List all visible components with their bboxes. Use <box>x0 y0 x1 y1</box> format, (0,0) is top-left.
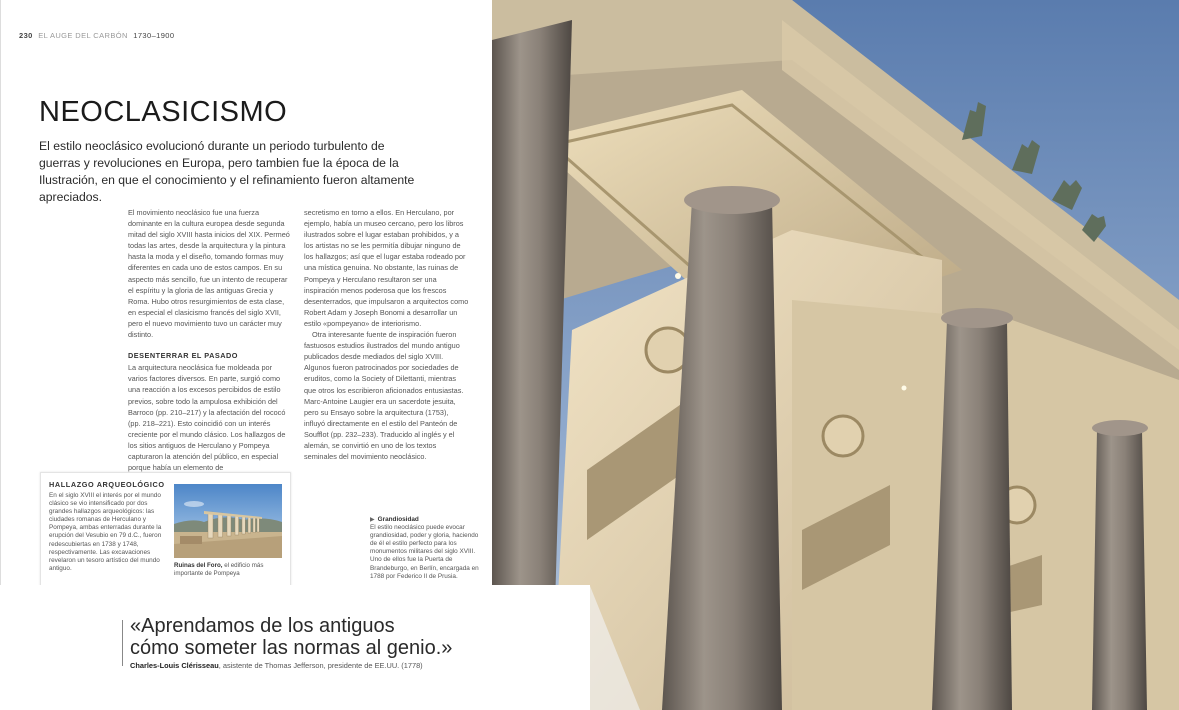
intro-paragraph: El estilo neoclásico evolucionó durante un periodo turbulento de guerras y revoluciones en Europa, pero tambien fue la época de la Ilustración, en que el conocimiento y el refinamiento fueron altamente apreciados. <box>39 139 415 204</box>
sidebar-heading: HALLAZGO ARQUEOLÓGICO <box>49 480 165 489</box>
running-head <box>19 31 174 40</box>
text-column-1 <box>128 207 290 473</box>
caption-rest: el edificio más importante de Pompeya <box>174 562 264 577</box>
brandenburg-gate-photo <box>492 0 1179 710</box>
caption-arrow-icon: ▶ <box>370 517 375 523</box>
caption-bold: Ruinas del Foro, <box>174 562 223 569</box>
quote-line-2: cómo someter las normas al genio.» <box>130 637 453 659</box>
quote-bar <box>122 620 123 666</box>
quote-attribution <box>130 661 423 670</box>
column1-heading: DESENTERRAR EL PASADO <box>128 351 238 361</box>
pompeii-ruins-image <box>174 484 282 558</box>
column1-paragraph-2: La arquitectura neoclásica fue moldeada por varios factores diversos. En parte, surgió como una reacción a los excesos percibidos de estilo previos, sobre todo la ampulosa exhibición del Barroco (pp. 210–217) y la afectación del rococó (pp. 218–221). Esto coincidió con un interés creciente por el mundo clásico. Los hallazgos de los sitios antiguos de Herculano y Pompeya capturaron la atención del público, en especial porque había un elemento de <box>128 363 286 473</box>
column2-paragraph-2: Otra interesante fuente de inspiración fueron fastuosos estudios ilustrados del mundo antiguo publicados desde mediados del siglo XVIII. Algunos fueron patrocinados por sociedades de eruditos, como la Society of Dilettanti, mientras que otros los escribieron aficionados entusiastas. Marc-Antoine Laugier era un sacerdote jesuita, pero su Ensayo sobre la arquitectura (1753), influyó directamente en el estilo del Panteón de Soufflot (pp. 232–233). Traducido al inglés y el alemán, se convirtió en uno de los textos seminales del movimiento neoclásico. <box>304 330 464 462</box>
column2-paragraph-1: secretismo en torno a ellos. En Herculano, por ejemplo, había un museo cercano, pero los libros ilustrados sobre el lugar estaban prohibidos, y a los artistas no se les permitía dibujar ninguno de los hallazgos; así que el lugar estaba rodeado por una mística genuina. No obstante, las ruinas de Pompeya y Herculano resultaron ser una inspiración menos poderosa que los frescos desenterrados, que impulsaron a arquitectos como Robert Adam y Joseph Bonomi a desarrollar un estilo «pompeyano» de interiorismo. <box>304 208 469 328</box>
page-title: NEOCLASICISMO <box>39 96 288 128</box>
sidebar-image-caption <box>174 562 284 578</box>
photo-caption-heading: Grandiosidad <box>377 516 419 523</box>
text-column-2 <box>304 207 469 462</box>
sidebar-box <box>40 472 291 586</box>
column1-paragraph-1: El movimiento neoclásico fue una fuerza dominante en la cultura europea desde segunda mitad del siglo XVIII hasta inicios del XIX. Permeó todas las artes, desde la arquitectura y la pintura hasta la moda y el diseño, tomando formas muy diferentes en cada uno de estos campos. En su aspecto más sencillo, fue un intento de recuperar el espíritu y la gloria de las antiguas Grecia y Roma. Hubo otros resurgimientos de esta clase, en especial el clasicismo francés del siglo XVII, pero el nuevo movimiento tuvo un carácter muy distinto. <box>128 208 290 340</box>
photo-caption <box>370 516 480 581</box>
sidebar-text: En el siglo XVIII el interés por el mundo clásico se vio intensificado por dos grandes hallazgos arqueológicos: las ciudades romanas de Herculano y Pompeya, ambas enterradas durante la erupción del Vesubio en 79 d.C., fueron redescubiertas en 1738 y 1748, respectivamente. Las excavaciones revelaron un tesoro artístico del mundo antiguo. <box>49 492 162 572</box>
pull-quote <box>130 615 510 659</box>
section-years: 1730–1900 <box>133 31 175 40</box>
page-number: 230 <box>19 31 33 40</box>
quote-line-1: «Aprendamos de los antiguos <box>130 615 395 637</box>
quote-author-rest: , asistente de Thomas Jefferson, presidente de EE.UU. (1778) <box>218 661 423 670</box>
quote-author: Charles-Louis Clérisseau <box>130 661 219 670</box>
photo-caption-text: El estilo neoclásico puede evocar grandiosidad, poder y gloria, haciendo de él el estilo perfecto para los monumentos militares del siglo XVIII. Uno de ellos fue la Puerta de Brandeburgo, en Berlín, encargada en 1788 por Federico II de Prusia. <box>370 524 479 580</box>
section-name: EL AUGE DEL CARBÓN <box>38 31 128 40</box>
